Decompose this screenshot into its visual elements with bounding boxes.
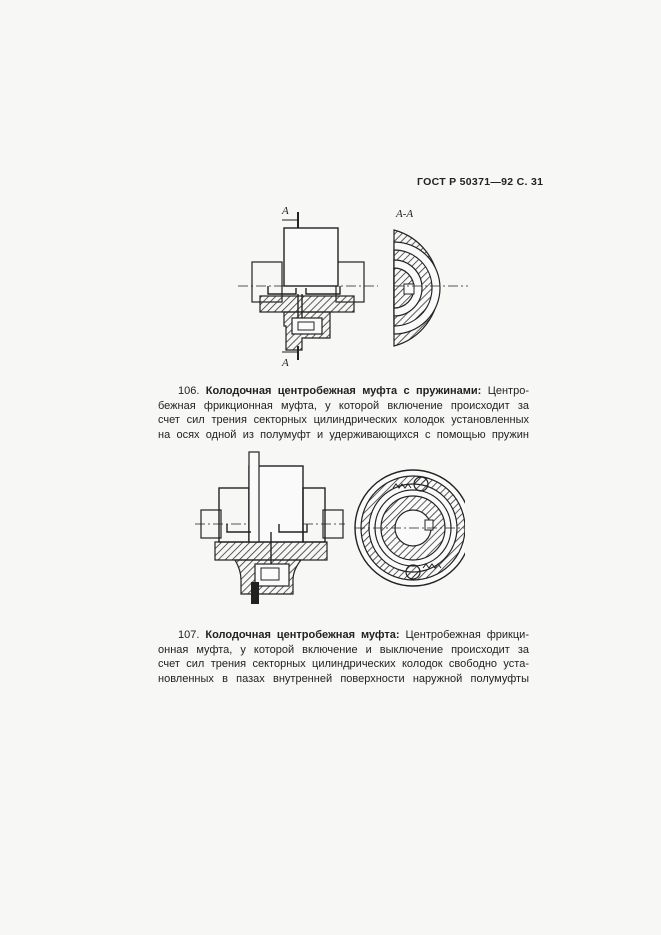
term-line: Центробежная фрикци- [405,629,529,641]
paragraph-107 [158,628,529,686]
section-label-top: A [282,205,289,217]
term-line: онная муфта, у которой включение и выключение происходит за [158,643,529,656]
figure-107-drawing [195,448,465,608]
term-line: новленных в пазах внутренней поверхности наружной полумуфты [158,672,529,685]
term-title: Колодочная центробежная муфта с пружинами: [205,385,482,397]
term-line: на осях одной из полумуфт и удерживающихся с помощью пружин [158,428,529,441]
term-line: счет сил трения секторных цилиндрических колодок установленных [158,414,529,427]
term-line: Центро- [487,385,529,397]
term-number: 107. [178,629,200,641]
section-title: А-А [396,208,414,220]
term-line: бежная фрикционная муфта, у которой включение происходит за [158,399,529,412]
term-line: счет сил трения секторных цилиндрических колодок свободно уста- [158,658,529,671]
paragraph-106 [158,384,529,442]
page-header: ГОСТ Р 50371—92 С. 31 [417,176,544,188]
figure-106-drawing [230,200,470,372]
term-number: 106. [178,385,200,397]
term-title: Колодочная центробежная муфта: [205,629,400,641]
section-label-bottom: A [282,357,289,369]
